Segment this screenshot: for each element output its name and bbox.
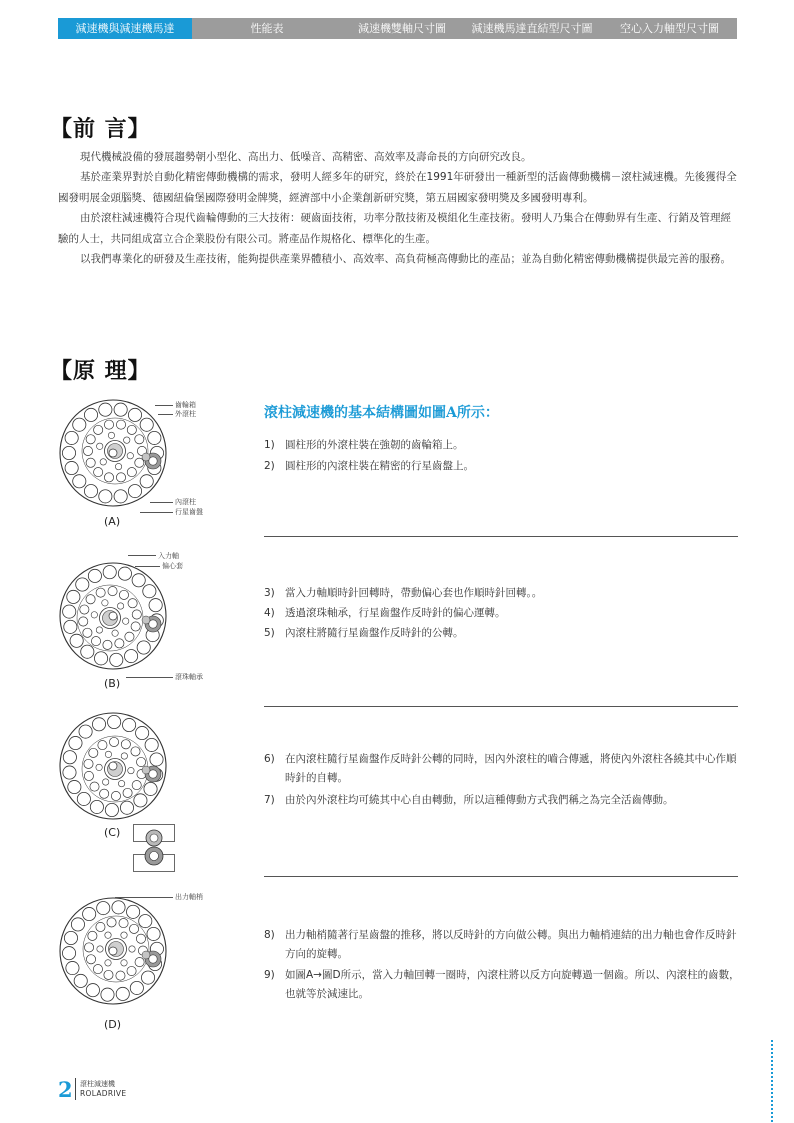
label-input-shaft: 入力軸 (158, 552, 179, 560)
diagram-b-caption: (B) (104, 677, 121, 690)
preface-paragraph: 現代機械設備的發展趨勢朝小型化、高出力、低噪音、高精密、高效率及壽命長的方向研究改良。 (80, 151, 532, 163)
label-ball-bearing: 滾珠軸承 (175, 673, 203, 681)
footer-divider (75, 1078, 76, 1100)
diagram-a-caption: (A) (104, 515, 121, 528)
diagram-b-illustration (58, 561, 168, 671)
preface-paragraph: 以我們專業化的研發及生產技術，能夠提供產業界體積小、高效率、高負荷極高傳動比的產品；並為自動化精密傳動機構提供最完善的服務。 (80, 253, 732, 266)
tab-reducers-and-motors[interactable]: 減速機與減速機馬達 (58, 18, 192, 39)
tab-performance-table[interactable]: 性能表 (250, 22, 284, 35)
label-planet-disc: 行星齒盤 (175, 508, 203, 516)
preface-paragraph: 基於產業界對於自動化精密傳動機構的需求，發明人經多年的研究，終於在1991年研發出一種新型的活齒傳動機構－滾柱減速機。先後獲得全國發明展金頭腦獎、德國紐倫堡國際發明金牌獎，經濟部中小企業創新研究獎，第五屆國家發明獎及多國發明專利。 (58, 171, 737, 204)
label-output-pin: 出力軸梢 (175, 893, 203, 901)
tab-dual-shaft-dimensions[interactable]: 減速機雙軸尺寸圖 (358, 22, 446, 35)
section-divider (264, 706, 738, 707)
principle-step: 3) 當入力軸順時針回轉時，帶動偏心套也作順時針回轉。。 (264, 587, 543, 599)
preface-paragraph: 由於滾柱減速機符合現代齒輪傳動的三大技術：硬齒面技術，功率分散技術及模組化生產技術。發明人乃集合在傳動界有生產、行銷及管理經驗的人士，共同組成富立合企業股份有限公司。將產品作規格化、標準化的生產。 (58, 212, 732, 245)
tab-hollow-input-dimensions[interactable]: 空心入力軸型尺寸圖 (620, 22, 719, 35)
page-number: 2 (58, 1077, 73, 1102)
diagram-d-illustration (58, 896, 168, 1006)
section-divider (264, 876, 738, 877)
principle-step: 4) 透過滾珠軸承，行星齒盤作反時針的偏心運轉。 (264, 607, 506, 619)
principle-step: 8) 出力軸梢隨著行星齒盤的推移，將以反時針的方向做公轉。與出力軸梢連結的出力軸也會作反時針方向的旋轉。 (264, 929, 737, 960)
label-eccentric-sleeve: 偏心套 (162, 562, 183, 570)
preface-heading: 【前 言】 (50, 116, 151, 142)
principle-step: 7) 由於內外滾柱均可繞其中心自由轉動，所以這種傳動方式我們稱之為完全活齒傳動。 (264, 794, 674, 806)
diagram-c-caption: (C) (104, 826, 121, 839)
label-gearbox: 齒輪箱 (175, 401, 196, 409)
footer-brand-en: ROLADRIVE (80, 1089, 127, 1098)
tab-direct-motor-dimensions[interactable]: 減速機馬達直結型尺寸圖 (471, 22, 593, 35)
diagram-c-illustration (58, 711, 168, 821)
label-outer-roller: 外滾柱 (175, 410, 196, 418)
footer-brand-cn: 滾柱減速機 (80, 1080, 115, 1088)
preface-body (58, 147, 738, 269)
diagram-a-illustration (58, 398, 168, 508)
principle-step: 9) 如圖A→圖D所示，當入力軸回轉一圈時，內滾柱將以反方向旋轉過一個齒。所以、內滾柱的齒數，也就等於減速比。 (264, 969, 740, 1000)
principle-heading: 【原 理】 (50, 358, 151, 384)
decorative-dotted-line (771, 1040, 773, 1123)
label-inner-roller: 內滾柱 (175, 498, 196, 506)
principle-step: 5) 內滾柱將隨行星齒盤作反時針的公轉。 (264, 627, 464, 639)
diagram-d-caption: (D) (104, 1018, 122, 1031)
section-divider (264, 536, 738, 537)
top-nav-tabs (58, 18, 737, 39)
principle-step: 2) 圓柱形的內滾柱裝在精密的行星齒盤上。 (264, 460, 474, 472)
principle-step: 6) 在內滾柱隨行星齒盤作反時針公轉的同時，因內外滾柱的嚙合傳遞，將使內外滾柱各繞其中心作順時針的自轉。 (264, 753, 737, 784)
diagram-c-detail-inset (133, 824, 175, 872)
principle-step: 1) 圓柱形的外滾柱裝在強韌的齒輪箱上。 (264, 439, 464, 451)
principle-subtitle: 滾柱減速機的基本結構圖如圖A所示： (264, 405, 499, 421)
